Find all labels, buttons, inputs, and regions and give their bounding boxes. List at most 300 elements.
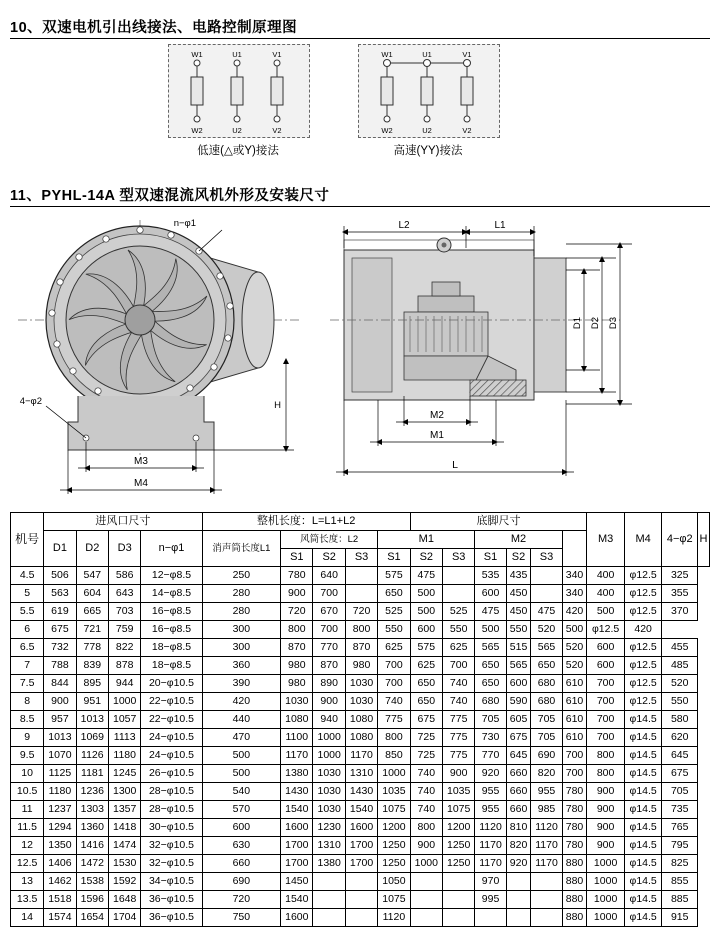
table-cell: 705 <box>531 729 562 747</box>
table-cell: 500 <box>202 747 281 765</box>
table-cell: 563 <box>44 585 76 603</box>
table-cell: 980 <box>281 675 313 693</box>
table-cell: 900 <box>587 837 625 855</box>
table-cell: 1170 <box>475 855 506 873</box>
table-cell: 740 <box>378 693 410 711</box>
svg-text:W2: W2 <box>381 126 393 135</box>
table-cell: 700 <box>587 693 625 711</box>
table-cell: 675 <box>44 621 76 639</box>
fan-dimension-drawings <box>0 210 720 505</box>
table-cell: 1180 <box>109 747 141 765</box>
table-row <box>11 675 710 693</box>
th-D3: D3 <box>109 531 141 567</box>
table-cell: 450 <box>506 603 531 621</box>
table-cell: 780 <box>281 567 313 585</box>
table-cell: 36−φ10.5 <box>141 909 202 927</box>
table-cell: φ14.5 <box>624 729 662 747</box>
table-cell: 690 <box>531 747 562 765</box>
table-cell <box>531 585 562 603</box>
cell-jihao: 11 <box>11 801 44 819</box>
table-cell <box>442 567 474 585</box>
table-cell: 844 <box>44 675 76 693</box>
table-cell: 1113 <box>109 729 141 747</box>
table-cell: 740 <box>410 801 442 819</box>
table-cell: 420 <box>624 621 662 639</box>
table-cell: 390 <box>202 675 281 693</box>
table-cell: 16−φ8.5 <box>141 621 202 639</box>
table-cell: 1418 <box>109 819 141 837</box>
table-row <box>11 729 710 747</box>
table-cell: 1120 <box>378 909 410 927</box>
table-cell: 720 <box>281 603 313 621</box>
table-cell: 1245 <box>109 765 141 783</box>
table-cell: φ12.5 <box>624 567 662 585</box>
table-cell: 619 <box>44 603 76 621</box>
table-cell: 735 <box>662 801 698 819</box>
table-cell: 550 <box>378 621 410 639</box>
table-cell <box>410 891 442 909</box>
table-cell: 485 <box>662 657 698 675</box>
low-speed-caption: 低速(△或Y)接法 <box>197 145 279 157</box>
table-cell: 36−φ10.5 <box>141 891 202 909</box>
table-cell: 900 <box>587 819 625 837</box>
table-header-row-1 <box>11 513 710 531</box>
table-cell: φ14.5 <box>624 837 662 855</box>
dimension-table <box>10 512 710 927</box>
table-cell: 475 <box>410 567 442 585</box>
table-cell: 700 <box>313 621 345 639</box>
th-L2-S3: S3 <box>345 549 377 567</box>
svg-text:W1: W1 <box>191 50 203 59</box>
table-cell: 1069 <box>76 729 108 747</box>
table-cell: 565 <box>506 657 531 675</box>
table-cell: 620 <box>662 729 698 747</box>
table-cell: 1070 <box>44 747 76 765</box>
table-cell: 18−φ8.5 <box>141 639 202 657</box>
table-cell: 740 <box>442 675 474 693</box>
th-L2: 风筒长度：L2 <box>281 531 378 549</box>
table-cell: 700 <box>313 585 345 603</box>
table-cell: 1600 <box>281 819 313 837</box>
low-speed-wiring-svg <box>169 45 309 137</box>
table-cell: 675 <box>410 711 442 729</box>
table-cell: φ14.5 <box>624 909 662 927</box>
table-cell: 1654 <box>76 909 108 927</box>
th-M1: M1 <box>378 531 475 549</box>
table-cell: 1700 <box>345 837 377 855</box>
table-cell: 1538 <box>76 873 108 891</box>
svg-text:D1: D1 <box>572 316 583 330</box>
table-cell: 625 <box>410 657 442 675</box>
table-cell: 20−φ10.5 <box>141 675 202 693</box>
table-cell: 630 <box>202 837 281 855</box>
svg-text:4−φ2: 4−φ2 <box>19 396 42 407</box>
table-cell: 775 <box>442 711 474 729</box>
svg-text:L1: L1 <box>494 220 506 231</box>
table-cell: 535 <box>475 567 506 585</box>
table-cell: 880 <box>562 909 587 927</box>
th-jihao: 机号 <box>11 513 44 567</box>
table-cell: 500 <box>410 585 442 603</box>
cell-jihao: 13.5 <box>11 891 44 909</box>
table-cell: 1000 <box>587 909 625 927</box>
table-cell: 610 <box>562 693 587 711</box>
table-cell <box>442 585 474 603</box>
table-cell: 820 <box>531 765 562 783</box>
table-cell: φ14.5 <box>624 801 662 819</box>
svg-text:M4: M4 <box>134 478 148 489</box>
table-cell: 500 <box>475 621 506 639</box>
svg-text:H: H <box>274 400 281 411</box>
table-cell: 900 <box>410 837 442 855</box>
table-cell: 780 <box>562 783 587 801</box>
th-group-length: 整机长度：L=L1+L2 <box>202 513 410 531</box>
table-cell: 1030 <box>313 765 345 783</box>
section-11-title: 11、PYHL-14A 型双速混流风机外形及安装尺寸 <box>10 188 330 204</box>
table-cell: 355 <box>662 585 698 603</box>
table-cell: 759 <box>109 621 141 639</box>
table-cell: 780 <box>562 801 587 819</box>
table-cell: 800 <box>378 729 410 747</box>
svg-text:U2: U2 <box>232 126 242 135</box>
table-cell: 605 <box>506 711 531 729</box>
table-cell: 475 <box>531 603 562 621</box>
table-cell: 660 <box>506 783 531 801</box>
table-cell: 565 <box>531 639 562 657</box>
cell-jihao: 10.5 <box>11 783 44 801</box>
table-row <box>11 819 710 837</box>
table-cell: 1080 <box>281 711 313 729</box>
table-cell: 920 <box>475 765 506 783</box>
svg-text:U2: U2 <box>422 126 432 135</box>
table-cell: 520 <box>562 639 587 657</box>
table-cell: 586 <box>109 567 141 585</box>
table-cell: 12−φ8.5 <box>141 567 202 585</box>
table-cell: 700 <box>587 711 625 729</box>
table-cell <box>506 909 531 927</box>
svg-text:n−φ1: n−φ1 <box>173 218 196 229</box>
table-cell: 1181 <box>76 765 108 783</box>
th-M2: M2 <box>475 531 562 549</box>
table-cell: 1030 <box>313 801 345 819</box>
cell-jihao: 6.5 <box>11 639 44 657</box>
table-cell: 500 <box>202 765 281 783</box>
table-cell: 721 <box>76 621 108 639</box>
table-cell: 895 <box>76 675 108 693</box>
table-cell: 515 <box>506 639 531 657</box>
table-cell: 870 <box>281 639 313 657</box>
table-cell: 900 <box>587 801 625 819</box>
table-cell: 680 <box>531 693 562 711</box>
table-cell: 775 <box>442 729 474 747</box>
table-cell <box>345 891 377 909</box>
table-cell: 700 <box>562 747 587 765</box>
table-cell: 1700 <box>281 837 313 855</box>
table-cell: 600 <box>587 657 625 675</box>
table-cell: 1120 <box>531 819 562 837</box>
svg-text:V2: V2 <box>462 126 472 135</box>
th-group-foot: 底脚尺寸 <box>410 513 587 531</box>
table-cell: 1600 <box>345 819 377 837</box>
table-cell: 22−φ10.5 <box>141 711 202 729</box>
table-cell: φ14.5 <box>624 819 662 837</box>
table-cell: 985 <box>531 801 562 819</box>
table-cell: 1120 <box>475 819 506 837</box>
table-cell <box>410 873 442 891</box>
table-cell: 820 <box>506 837 531 855</box>
table-cell: 690 <box>202 873 281 891</box>
table-cell: 1350 <box>44 837 76 855</box>
table-row <box>11 585 710 603</box>
table-cell: 400 <box>587 567 625 585</box>
table-cell <box>442 873 474 891</box>
table-cell: 645 <box>662 747 698 765</box>
table-cell <box>442 891 474 909</box>
table-cell: 1057 <box>109 711 141 729</box>
table-body <box>11 567 710 927</box>
table-cell: 1200 <box>442 819 474 837</box>
table-cell: 32−φ10.5 <box>141 855 202 873</box>
table-cell: 880 <box>562 891 587 909</box>
table-cell: 14−φ8.5 <box>141 585 202 603</box>
table-cell: 1530 <box>109 855 141 873</box>
table-cell: 740 <box>442 693 474 711</box>
cell-jihao: 13 <box>11 873 44 891</box>
table-cell: 340 <box>562 585 587 603</box>
cell-jihao: 5.5 <box>11 603 44 621</box>
th-L1: 消声筒长度L1 <box>202 531 281 567</box>
cell-jihao: 12 <box>11 837 44 855</box>
table-cell: 700 <box>562 765 587 783</box>
table-cell: 839 <box>76 657 108 675</box>
table-cell: 643 <box>109 585 141 603</box>
table-cell: 600 <box>506 675 531 693</box>
table-cell: 1075 <box>378 801 410 819</box>
table-cell: 650 <box>410 675 442 693</box>
table-cell: 1013 <box>76 711 108 729</box>
table-cell: 700 <box>378 657 410 675</box>
table-cell: 1592 <box>109 873 141 891</box>
table-cell: 822 <box>109 639 141 657</box>
table-cell: 1170 <box>531 837 562 855</box>
table-cell <box>313 873 345 891</box>
table-cell: 1474 <box>109 837 141 855</box>
cell-jihao: 8.5 <box>11 711 44 729</box>
table-cell: 1050 <box>378 873 410 891</box>
table-cell: 900 <box>587 783 625 801</box>
cell-jihao: 4.5 <box>11 567 44 585</box>
table-cell: 1250 <box>442 837 474 855</box>
table-row <box>11 891 710 909</box>
svg-text:W2: W2 <box>191 126 203 135</box>
table-cell: 650 <box>475 675 506 693</box>
table-cell: 250 <box>202 567 281 585</box>
table-cell: 825 <box>662 855 698 873</box>
table-row <box>11 765 710 783</box>
section-10-rule <box>10 38 710 39</box>
table-cell: 420 <box>562 603 587 621</box>
th-group-inlet: 进风口尺寸 <box>44 513 202 531</box>
table-cell: 675 <box>662 765 698 783</box>
table-cell: 955 <box>475 801 506 819</box>
table-cell <box>410 909 442 927</box>
table-cell: 778 <box>76 639 108 657</box>
table-row <box>11 837 710 855</box>
table-cell: 520 <box>562 657 587 675</box>
table-cell: 360 <box>202 657 281 675</box>
th-M1-S1: S1 <box>378 549 410 567</box>
table-cell: 280 <box>202 585 281 603</box>
table-cell: 995 <box>475 891 506 909</box>
table-cell: 1125 <box>44 765 76 783</box>
table-cell: 1250 <box>442 855 474 873</box>
high-speed-wiring-svg <box>359 45 499 137</box>
table-cell <box>345 873 377 891</box>
table-cell: 1700 <box>281 855 313 873</box>
table-cell: φ14.5 <box>624 711 662 729</box>
table-cell <box>345 909 377 927</box>
table-cell: 1013 <box>44 729 76 747</box>
table-cell: 440 <box>202 711 281 729</box>
th-M2-S2: S2 <box>506 549 531 567</box>
table-cell: 34−φ10.5 <box>141 873 202 891</box>
table-cell: 1360 <box>76 819 108 837</box>
table-cell: 890 <box>313 675 345 693</box>
table-cell: 470 <box>202 729 281 747</box>
table-cell: 1035 <box>378 783 410 801</box>
table-cell: 955 <box>475 783 506 801</box>
section-11-rule <box>10 206 710 207</box>
table-cell: 450 <box>506 585 531 603</box>
table-row <box>11 801 710 819</box>
table-cell: 1237 <box>44 801 76 819</box>
table-cell: 980 <box>345 657 377 675</box>
cell-jihao: 14 <box>11 909 44 927</box>
table-cell: 540 <box>202 783 281 801</box>
table-cell <box>313 891 345 909</box>
table-row <box>11 909 710 927</box>
table-cell: 730 <box>475 729 506 747</box>
table-cell: 1100 <box>281 729 313 747</box>
th-D2: D2 <box>76 531 108 567</box>
table-cell: 1000 <box>410 855 442 873</box>
table-cell: 680 <box>531 675 562 693</box>
cell-jihao: 10 <box>11 765 44 783</box>
cell-jihao: 11.5 <box>11 819 44 837</box>
wiring-diagrams <box>0 44 720 174</box>
table-cell: 600 <box>587 639 625 657</box>
table-cell <box>345 585 377 603</box>
table-cell <box>531 909 562 927</box>
table-row <box>11 855 710 873</box>
table-row <box>11 567 710 585</box>
table-cell: 1000 <box>587 891 625 909</box>
table-cell: 645 <box>506 747 531 765</box>
th-M2-S3: S3 <box>531 549 562 567</box>
table-cell: 1250 <box>378 855 410 873</box>
table-cell: 980 <box>281 657 313 675</box>
table-cell: 705 <box>531 711 562 729</box>
table-cell: 1170 <box>475 837 506 855</box>
table-cell: φ12.5 <box>624 603 662 621</box>
table-cell: 547 <box>76 567 108 585</box>
svg-text:L2: L2 <box>398 220 410 231</box>
table-cell: 18−φ8.5 <box>141 657 202 675</box>
table-cell: 705 <box>475 711 506 729</box>
table-cell: 1230 <box>313 819 345 837</box>
table-cell <box>506 891 531 909</box>
table-cell: 325 <box>662 567 698 585</box>
table-cell: 880 <box>562 873 587 891</box>
table-cell: 16−φ8.5 <box>141 603 202 621</box>
table-cell: 775 <box>442 747 474 765</box>
table-cell: 1357 <box>109 801 141 819</box>
table-cell: 22−φ10.5 <box>141 693 202 711</box>
th-L2-S1: S1 <box>281 549 313 567</box>
table-cell: 1540 <box>281 891 313 909</box>
table-cell: 951 <box>76 693 108 711</box>
table-cell: 525 <box>378 603 410 621</box>
table-cell: 920 <box>506 855 531 873</box>
svg-text:M2: M2 <box>430 410 444 421</box>
table-cell: 740 <box>410 765 442 783</box>
svg-text:V2: V2 <box>272 126 282 135</box>
table-cell: 800 <box>587 747 625 765</box>
table-cell: 800 <box>587 765 625 783</box>
table-cell: 940 <box>313 711 345 729</box>
table-cell: 850 <box>378 747 410 765</box>
table-cell: 575 <box>378 567 410 585</box>
table-cell: 1300 <box>109 783 141 801</box>
table-cell: 1310 <box>313 837 345 855</box>
table-cell: 500 <box>587 603 625 621</box>
table-cell: 740 <box>410 783 442 801</box>
table-cell: 300 <box>202 639 281 657</box>
table-cell: 1000 <box>587 873 625 891</box>
table-cell: 475 <box>475 603 506 621</box>
table-cell: 680 <box>475 693 506 711</box>
table-row <box>11 657 710 675</box>
table-cell: 565 <box>475 639 506 657</box>
table-cell: 1000 <box>313 747 345 765</box>
table-cell: 1035 <box>442 783 474 801</box>
table-cell: 732 <box>44 639 76 657</box>
table-cell: 1462 <box>44 873 76 891</box>
table-cell: 675 <box>506 729 531 747</box>
table-cell: 720 <box>202 891 281 909</box>
table-cell: 1030 <box>345 675 377 693</box>
table-cell: 1540 <box>281 801 313 819</box>
table-cell: 520 <box>662 675 698 693</box>
table-cell: 32−φ10.5 <box>141 837 202 855</box>
table-cell: 340 <box>562 567 587 585</box>
table-cell: 1416 <box>76 837 108 855</box>
table-cell <box>475 909 506 927</box>
table-cell: 506 <box>44 567 76 585</box>
table-cell: 1075 <box>442 801 474 819</box>
table-cell: 725 <box>410 729 442 747</box>
table-cell: φ12.5 <box>624 585 662 603</box>
table-cell: 800 <box>410 819 442 837</box>
table-cell: 400 <box>587 585 625 603</box>
table-cell: φ12.5 <box>624 675 662 693</box>
table-cell: 600 <box>475 585 506 603</box>
table-cell: 1236 <box>76 783 108 801</box>
table-cell: 1450 <box>281 873 313 891</box>
table-cell: 300 <box>202 621 281 639</box>
cell-jihao: 9.5 <box>11 747 44 765</box>
svg-text:W1: W1 <box>381 50 393 59</box>
